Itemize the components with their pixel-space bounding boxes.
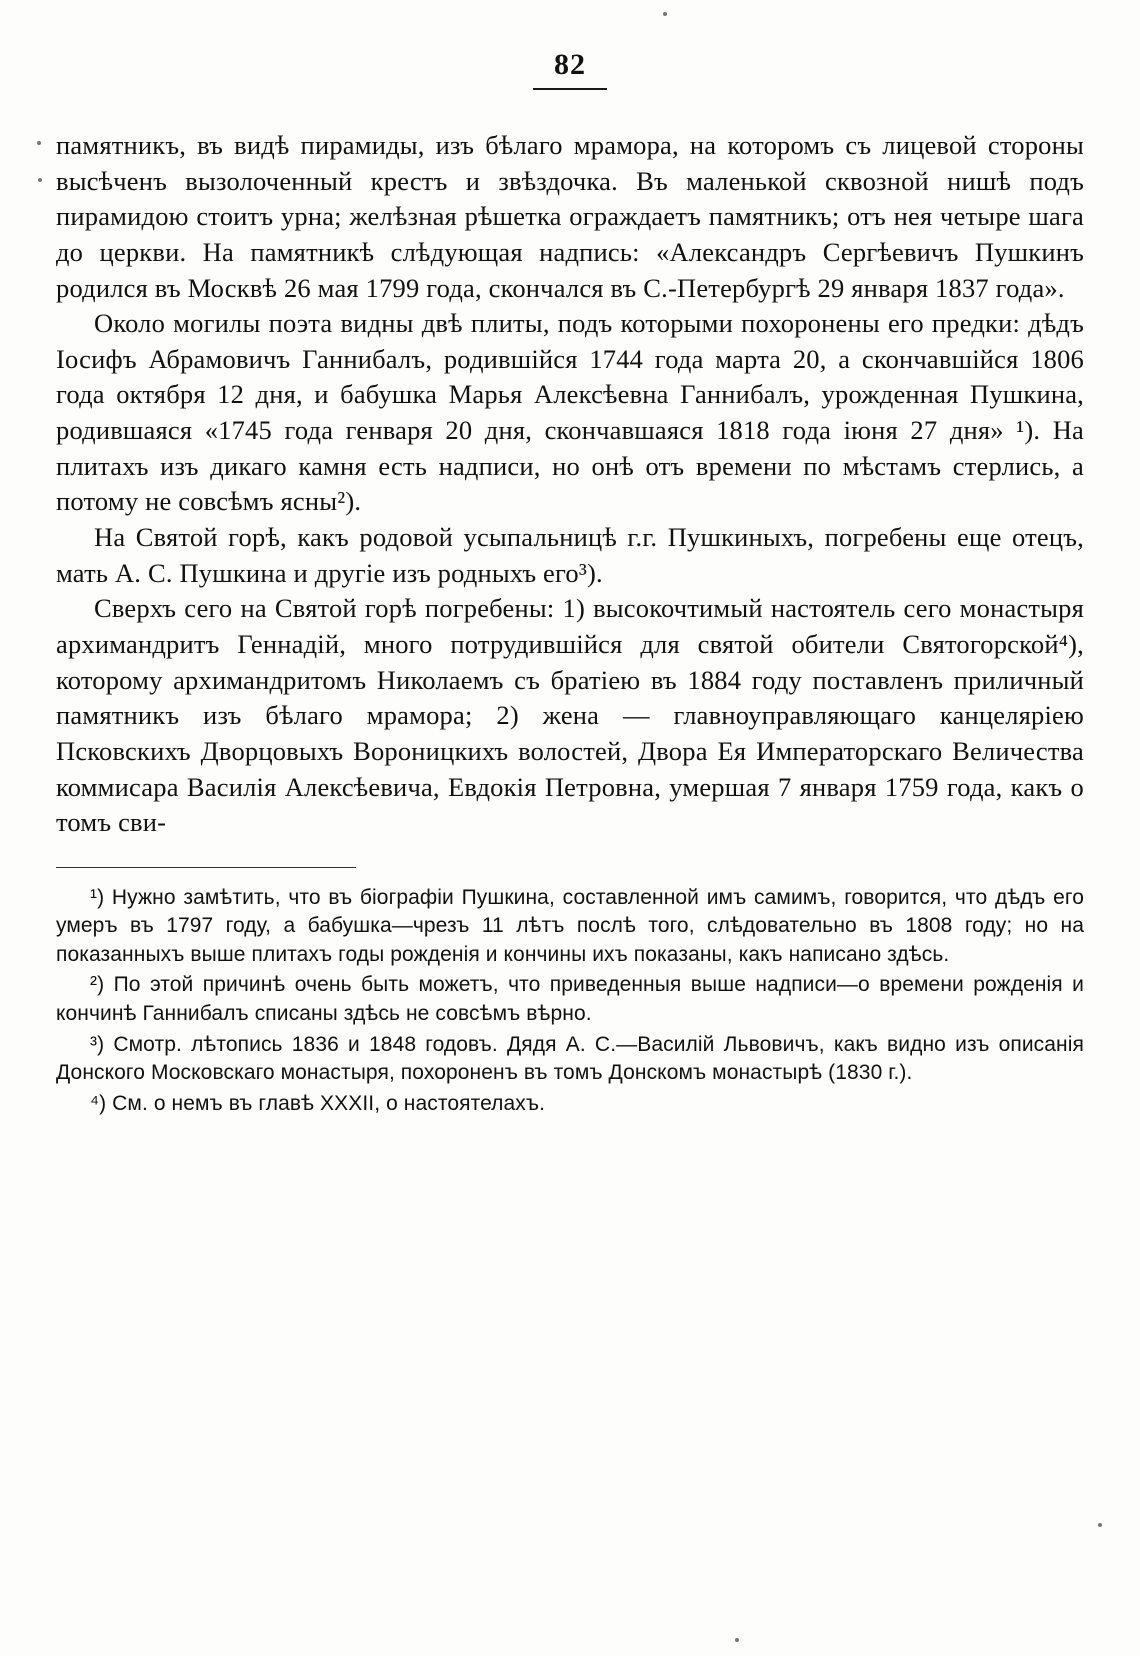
footnote-3: ³) Смотр. лѣтопись 1836 и 1848 годовъ. Дядя А. С.—Василій Львовичъ, какъ видно изъ описанія Донского Московскаго монастыря, похороненъ въ томъ Донскомъ монастырѣ (1830 г.).: [56, 1032, 1084, 1085]
footnote-1: ¹) Нужно замѣтить, что въ біографіи Пушкина, составленной имъ самимъ, говорится, что дѣдъ его умеръ въ 1797 году, а бабушка—чрезъ 11 лѣтъ послѣ того, слѣдовательно въ 1808 году; но на показанныхъ выше плитахъ годы рожденія и кончины ихъ показаны, какъ написано здѣсь.: [56, 885, 1084, 966]
paragraph-4: Сверхъ сего на Святой горѣ погребены: 1) высокочтимый настоятель сего монастыря архимандритъ Геннадій, много потрудившійся для святой обители Святогорской⁴), которому архимандритомъ Николаемъ съ братіею въ 1884 году поставленъ приличный памятникъ изъ бѣлаго мрамора; 2) жена — главноуправляющаго канцеляріею Псковскихъ Дворцовыхъ Вороницкихъ волостей, Двора Ея Императорскаго Величества коммисара Василія Алексѣевича, Евдокія Петровна, умершая 7 января 1759 года, какъ о томъ сви-: [56, 593, 1084, 838]
page-speck-left-lower: [38, 178, 42, 182]
footnote-4: ⁴) См. о немъ въ главѣ XXXII, о настоятелахъ.: [90, 1091, 546, 1115]
page-number-rule: [533, 88, 607, 90]
paragraph-3: На Святой горѣ, какъ родовой усыпальницѣ г.г. Пушкиныхъ, погребены еще отецъ, мать А. С. Пушкина и другіе изъ родныхъ его³).: [56, 522, 1084, 588]
page-speck-right: [1098, 1523, 1102, 1527]
body-text: [56, 128, 1084, 841]
footnote-2: ²) По этой причинѣ очень быть можетъ, что приведенныя выше надписи—о времени рожденія и кончинѣ Ганнибалъ списаны здѣсь не совсѣмъ вѣрно.: [56, 973, 1084, 1025]
paragraph-2: Около могилы поэта видны двѣ плиты, подъ которыми похоронены его предки: дѣдъ Іосифъ Абрамовичъ Ганнибалъ, родившійся 1744 года марта 20, а скончавшійся 1806 года октября 12 дня, и бабушка Марья Алексѣевна Ганнибалъ, урожденная Пушкина, родившаяся «1745 года генваря 20 дня, скончавшаяся 1818 года іюня 27 дня» ¹). На плитахъ изъ дикаго камня есть надписи, но онѣ отъ времени по мѣстамъ стерлись, а потому не совсѣмъ ясны²).: [56, 308, 1084, 517]
paragraph-1: памятникъ, въ видѣ пирамиды, изъ бѣлаго мрамора, на которомъ съ лицевой стороны высѣченъ вызолоченный крестъ и звѣздочка. Въ маленькой сквозной нишѣ подъ пирамидою стоитъ урна; желѣзная рѣшетка ограждаетъ памятникъ; отъ нея четыре шага до церкви. На памятникѣ слѣдующая надпись: «Александръ Сергѣевичъ Пушкинъ родился въ Москвѣ 26 мая 1799 года, скончался въ С.-Петербургѣ 29 января 1837 года».: [56, 130, 1084, 303]
footnote-separator: [56, 867, 356, 868]
page-speck-bottom: [735, 1638, 739, 1642]
page-speck-top: [663, 12, 667, 16]
page-number: 82: [554, 48, 586, 81]
page-speck-left-upper: [37, 141, 41, 145]
footnotes-block: [56, 884, 1084, 1118]
